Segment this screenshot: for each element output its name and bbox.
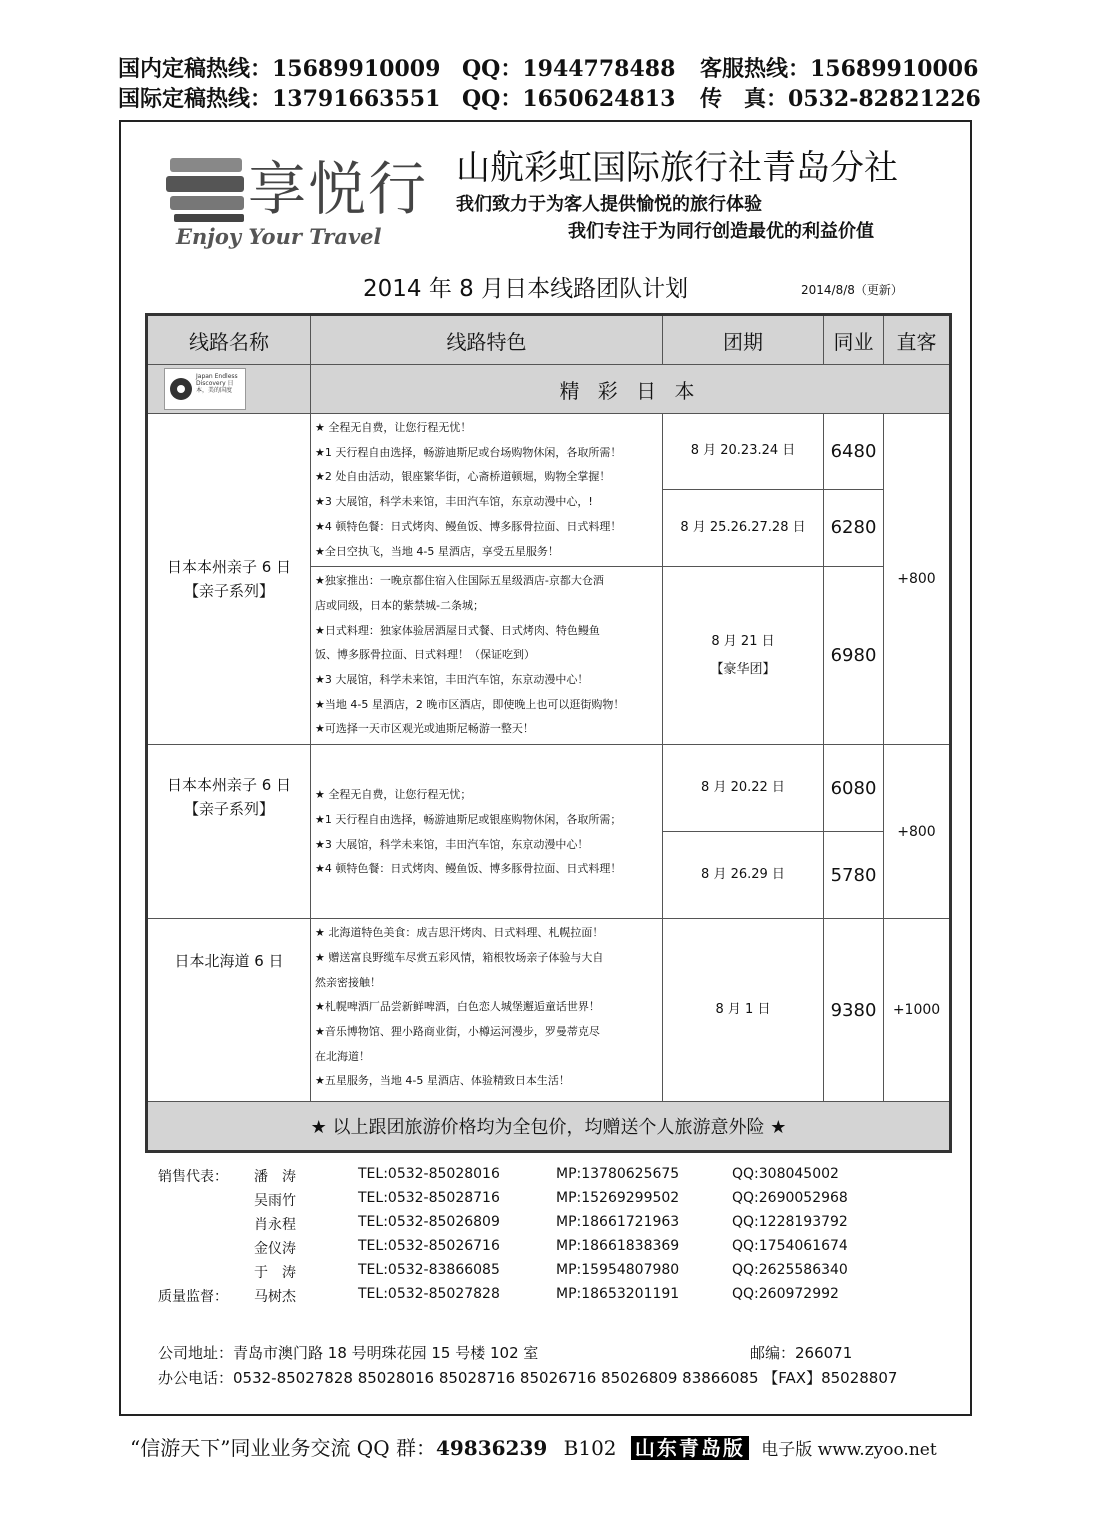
contact-mobile: MP:15954807980 (556, 1262, 680, 1278)
contact-name: 吴雨竹 (254, 1193, 296, 1209)
route-name: 日本本州亲子 6 日 (166, 776, 292, 795)
tour-plan-table (145, 313, 952, 1153)
logo-en-text: Enjoy Your Travel (176, 224, 382, 249)
contact-name: 金仪涛 (254, 1241, 296, 1257)
table-row (147, 414, 951, 490)
feature-line: 在北海道！ (315, 1049, 370, 1063)
direct-price-cell: +1000 (884, 919, 951, 1102)
contact-qq: QQ:308045002 (732, 1166, 839, 1182)
office-phones: 办公电话：0532-85027828 85028016 85028716 85026716 85026809 83866085 【FAX】85028807 (158, 1369, 898, 1387)
website-link[interactable]: 电子版 www.zyoo.net (761, 1440, 937, 1460)
header-features: 线路特色 (311, 315, 663, 365)
feature-line: ★可选择一天市区观光或迪斯尼畅游一整天！ (315, 722, 534, 736)
feature-line: ★4 顿特色餐：日式烤肉、鳗鱼饭、博多豚骨拉面、日式料理！ (315, 519, 622, 533)
table-row (147, 745, 951, 832)
contact-mobile: MP:13780625675 (556, 1166, 680, 1182)
features-cell (311, 745, 663, 919)
route-cell (147, 414, 311, 745)
contact-qq: QQ:1228193792 (732, 1214, 848, 1230)
price-note: ★ 以上跟团旅游价格均为全包价，均赠送个人旅游意外险 ★ (147, 1102, 951, 1152)
feature-line: ★2 处自由活动，银座繁华街，心斋桥道顿堀，购物全掌握！ (315, 470, 611, 484)
japan-endless-discovery-logo (164, 368, 246, 410)
feature-line: 然亲密接触！ (315, 975, 381, 989)
feature-line: ★ 全程无自费，让您行程无忧！ (315, 421, 472, 434)
header-route: 线路名称 (147, 315, 311, 365)
feature-line: ★五星服务，当地 4-5 星酒店、体验精致日本生活！ (315, 1074, 570, 1088)
feature-line: ★ 赠送富良野缆车尽赏五彩风情，箱根牧场亲子体验与大自 (315, 950, 604, 964)
price-cell: 6480 (824, 414, 884, 490)
intl-hotline: 国际定稿热线：13791663551 (118, 86, 441, 112)
contact-name: 肖永程 (254, 1217, 296, 1233)
feature-line: ★ 全程无自费，让您行程无忧； (315, 788, 472, 802)
contact-tel: TEL:0532-85028016 (358, 1166, 500, 1182)
header-dates: 团期 (663, 315, 824, 365)
contact-name: 于 涛 (254, 1265, 296, 1281)
feature-line: ★日式料理：独家体验居酒屋日式餐、日式烤肉、特色鳗鱼 (315, 623, 600, 637)
qq-group-number: 49836239 (435, 1436, 548, 1460)
feature-line: ★札幌啤酒厂品尝新鲜啤酒，白色恋人城堡邂逅童话世界！ (315, 1000, 600, 1014)
date-cell: 8 月 26.29 日 (663, 832, 824, 919)
feature-line: ★3 大展馆，科学未来馆，丰田汽车馆，东京动漫中心！ (315, 673, 589, 687)
direct-price-cell: +800 (884, 414, 951, 745)
domestic-qq: QQ：1944778488 (462, 56, 676, 82)
quality-label: 质量监督： (158, 1289, 228, 1305)
postal-code: 邮编：266071 (750, 1344, 853, 1362)
features-cell (311, 414, 663, 567)
date-cell: 8 月 25.26.27.28 日 (663, 489, 824, 567)
section-title: 精 彩 日 本 (311, 365, 951, 414)
feature-line: 店或同级，日本的紫禁城-二条城； (315, 598, 484, 612)
contact-tel: TEL:0532-85028716 (358, 1190, 500, 1206)
contact-qq: QQ:2690052968 (732, 1190, 848, 1206)
direct-price-cell: +800 (884, 745, 951, 919)
feature-line: ★当地 4-5 星酒店，2 晚市区酒店，即使晚上也可以逛街购物！ (315, 697, 625, 711)
fax-number: 传 真：0532-82821226 (700, 86, 981, 112)
contact-tel: TEL:0532-83866085 (358, 1262, 500, 1278)
date-cell: 8 月 1 日 (663, 919, 824, 1102)
intl-qq: QQ：1650624813 (462, 86, 676, 112)
features-cell (311, 567, 663, 745)
feature-line: ★4 顿特色餐：日式烤肉、鳗鱼饭、博多豚骨拉面、日式料理！ (315, 862, 622, 876)
price-cell: 5780 (824, 832, 884, 919)
feature-line: ★独家推出：一晚京都住宿入住国际五星级酒店-京都大仓酒 (315, 574, 604, 588)
sales-label: 销售代表： (158, 1169, 228, 1185)
feature-line: ★3 大展馆，科学未来馆，丰田汽车馆，东京动漫中心！ (315, 837, 589, 851)
header-trade-price: 同业 (824, 315, 884, 365)
plan-update-date: 2014/8/8（更新） (801, 283, 903, 297)
contact-name: 潘 涛 (254, 1169, 296, 1185)
price-cell: 6080 (824, 745, 884, 832)
bottom-bar (130, 1432, 937, 1461)
date-cell (663, 567, 824, 745)
contact-name: 马树杰 (254, 1289, 296, 1305)
service-hotline: 客服热线：15689910006 (700, 56, 979, 82)
route-series: 【亲子系列】 (183, 582, 274, 601)
feature-line: ★1 天行程自由选择，畅游迪斯尼或台场购物休闲，各取所需！ (315, 445, 622, 459)
japan-flower-icon (168, 376, 194, 402)
plan-title: 2014 年 8 月日本线路团队计划 (363, 276, 689, 302)
contact-mobile: MP:15269299502 (556, 1190, 680, 1206)
brand-logo (158, 140, 446, 252)
price-cell: 9380 (824, 919, 884, 1102)
contact-tel: TEL:0532-85027828 (358, 1286, 500, 1302)
contact-mobile: MP:18653201191 (556, 1286, 680, 1302)
edition-badge: 山东青岛版 (631, 1436, 749, 1460)
date-text: 8 月 21 日 (711, 633, 775, 649)
price-cell: 6280 (824, 489, 884, 567)
page-number: B102 (563, 1436, 617, 1460)
slogan-2: 我们专注于为同行创造最优的利益价值 (568, 221, 874, 242)
header-direct-price: 直客 (884, 315, 951, 365)
contact-mobile: MP:18661721963 (556, 1214, 680, 1230)
feature-line: ★1 天行程自由选择，畅游迪斯尼或银座购物休闲，各取所需； (315, 812, 622, 826)
date-note: 【豪华团】 (710, 661, 776, 677)
feature-line: 饭、博多豚骨拉面、日式料理！（保证吃到） (315, 648, 535, 662)
route-series: 【亲子系列】 (183, 800, 274, 819)
contact-tel: TEL:0532-85026716 (358, 1238, 500, 1254)
table-header-row (147, 315, 951, 365)
contact-tel: TEL:0532-85026809 (358, 1214, 500, 1230)
domestic-hotline: 国内定稿热线：15689910009 (118, 56, 441, 82)
contact-mobile: MP:18661838369 (556, 1238, 680, 1254)
features-cell (311, 919, 663, 1102)
agency-name: 山航彩虹国际旅行社青岛分社 (456, 148, 898, 188)
japan-logo-text: Japan Endless Discovery 日本，美的国度 (196, 373, 238, 394)
date-cell: 8 月 20.23.24 日 (663, 414, 824, 490)
contact-qq: QQ:260972992 (732, 1286, 839, 1302)
logo-cn-text: 享悦行 (248, 155, 429, 223)
slogan-1: 我们致力于为客人提供愉悦的旅行体验 (456, 194, 762, 215)
qq-group-label: “信游天下”同业业务交流 QQ 群： (130, 1436, 436, 1460)
feature-line: ★3 大展馆，科学未来馆，丰田汽车馆，东京动漫中心，! (315, 495, 593, 509)
route-cell (147, 745, 311, 919)
table-footer-row (147, 1102, 951, 1152)
company-address: 公司地址：青岛市澳门路 18 号明珠花园 15 号楼 102 室 (158, 1344, 539, 1362)
feature-line: ★ 北海道特色美食：成吉思汗烤肉、日式料理、札幌拉面！ (315, 926, 604, 940)
table-row (147, 919, 951, 1102)
contact-qq: QQ:1754061674 (732, 1238, 848, 1254)
route-cell (147, 919, 311, 1102)
contact-qq: QQ:2625586340 (732, 1262, 848, 1278)
route-name: 日本北海道 6 日 (174, 952, 284, 971)
date-cell: 8 月 20.22 日 (663, 745, 824, 832)
section-row (147, 365, 951, 414)
feature-line: ★音乐博物馆、狸小路商业街，小樽运河漫步，罗曼蒂克尽 (315, 1024, 600, 1038)
price-cell: 6980 (824, 567, 884, 745)
route-name: 日本本州亲子 6 日 (166, 558, 292, 577)
feature-line: ★全日空执飞，当地 4-5 星酒店，享受五星服务！ (315, 544, 559, 558)
